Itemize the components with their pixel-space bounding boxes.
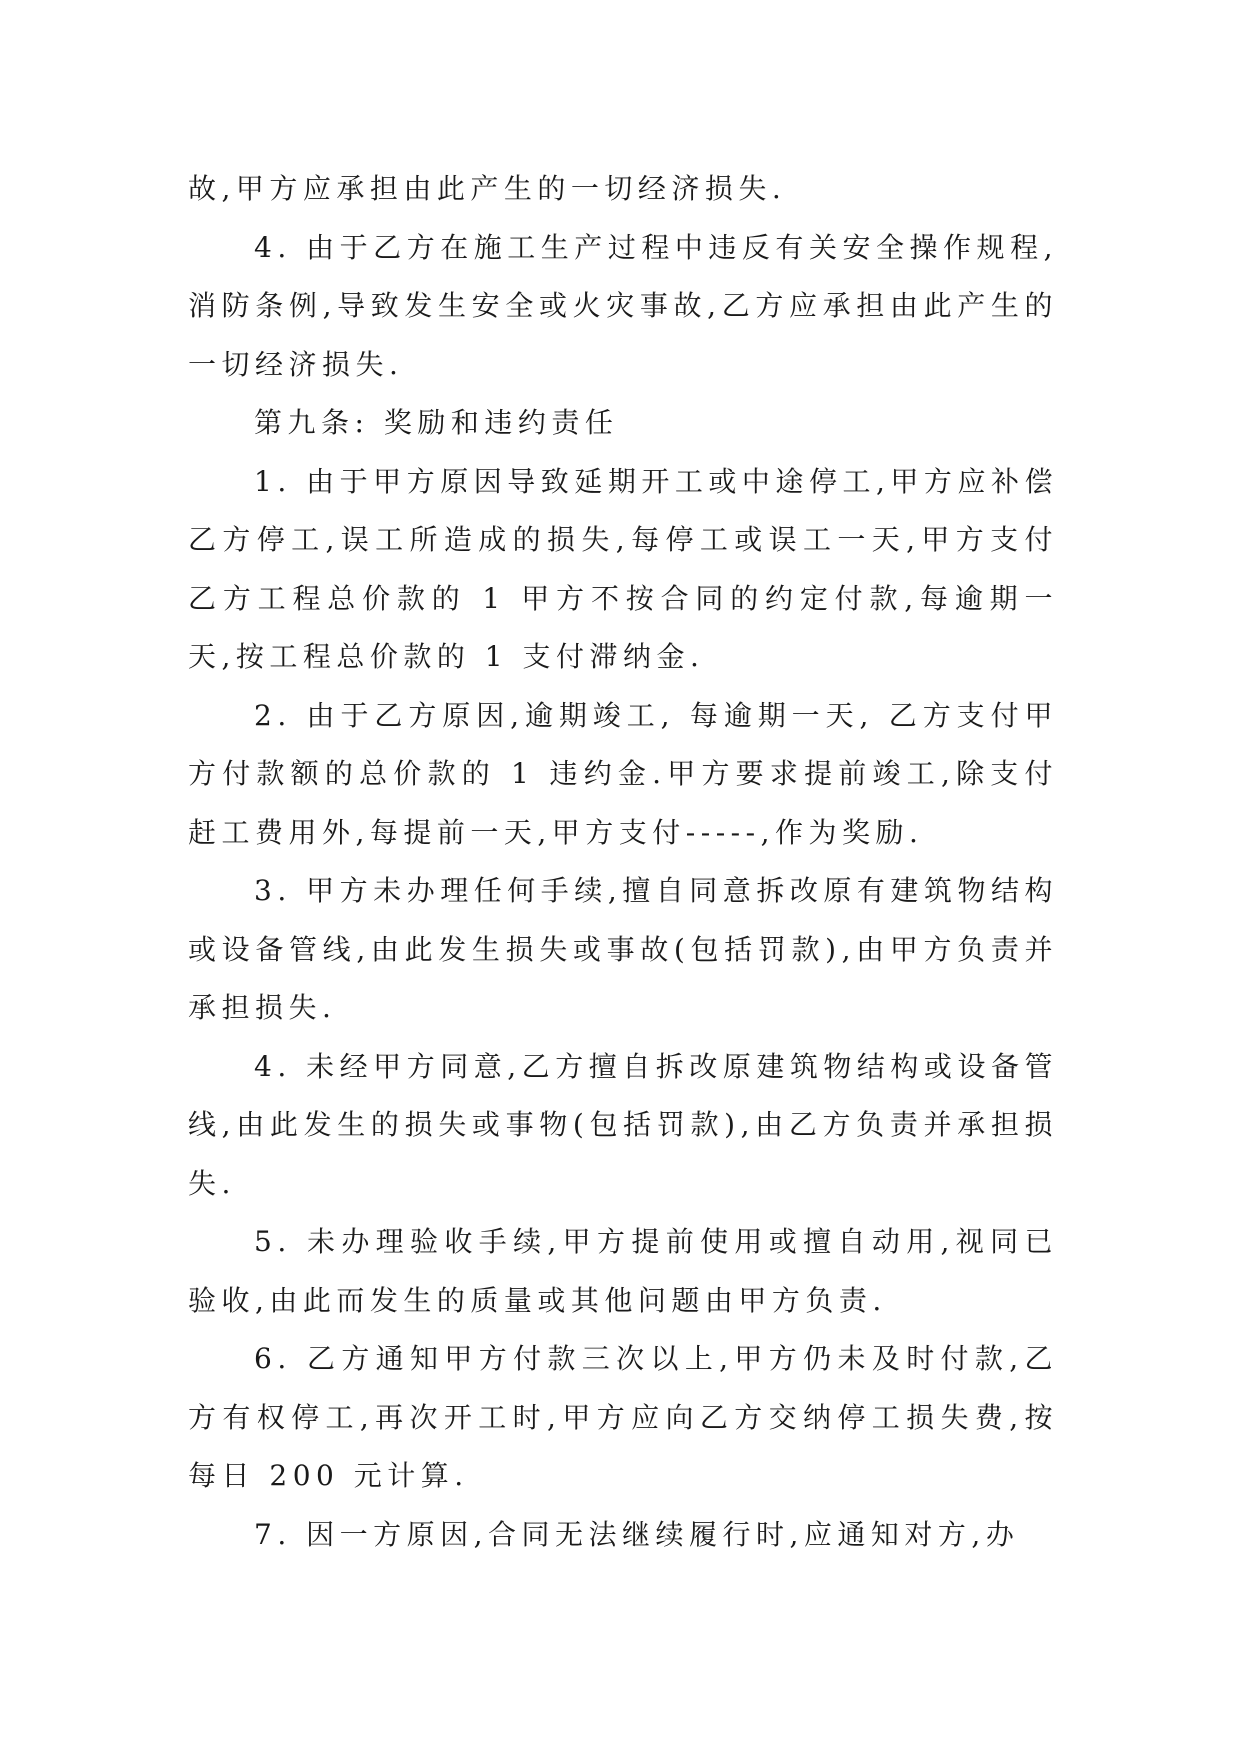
paragraph-clause-9-3: 3. 甲方未办理任何手续,擅自同意拆改原有建筑物结构或设备管线,由此发生损失或事故(包括罚款),由甲方负责并承担损失. [188,874,1058,1024]
paragraph-continuation: 故,甲方应承担由此产生的一切经济损失. [188,172,787,205]
paragraph-clause-9-2: 2. 由于乙方原因,逾期竣工, 每逾期一天, 乙方支付甲方付款额的总价款的 1 违约金.甲方要求提前竣工,除支付赶工费用外,每提前一天,甲方支付-----,作为奖励. [188,698,1058,849]
paragraph-clause-9-1: 1. 由于甲方原因导致延期开工或中途停工,甲方应补偿乙方停工,误工所造成的损失,每停工或误工一天,甲方支付乙方工程总价款的 1 甲方不按合同的约定付款,每逾期一天,按工程总价款的 1 支付滞纳金. [188,464,1058,673]
paragraph-clause-9-5: 5. 未办理验收手续,甲方提前使用或擅自动用,视同已验收,由此而发生的质量或其他问题由甲方负责. [188,1225,1058,1317]
paragraph-clause-9-4: 4. 未经甲方同意,乙方擅自拆改原建筑物结构或设备管线,由此发生的损失或事物(包括罚款),由乙方负责并承担损失. [188,1049,1058,1200]
article-9-heading: 第九条: 奖励和违约责任 [254,406,619,439]
paragraph-clause-9-7: 7. 因一方原因,合同无法继续履行时,应通知对方,办 [254,1517,1020,1551]
paragraph-clause-8-4: 4. 由于乙方在施工生产过程中违反有关安全操作规程,消防条例,导致发生安全或火灾事故,乙方应承担由此产生的一切经济损失. [188,230,1058,381]
document-body [188,160,1058,1564]
paragraph-clause-9-6: 6. 乙方通知甲方付款三次以上,甲方仍未及时付款,乙方有权停工,再次开工时,甲方应向乙方交纳停工损失费,按每日 200 元计算. [188,1342,1058,1492]
